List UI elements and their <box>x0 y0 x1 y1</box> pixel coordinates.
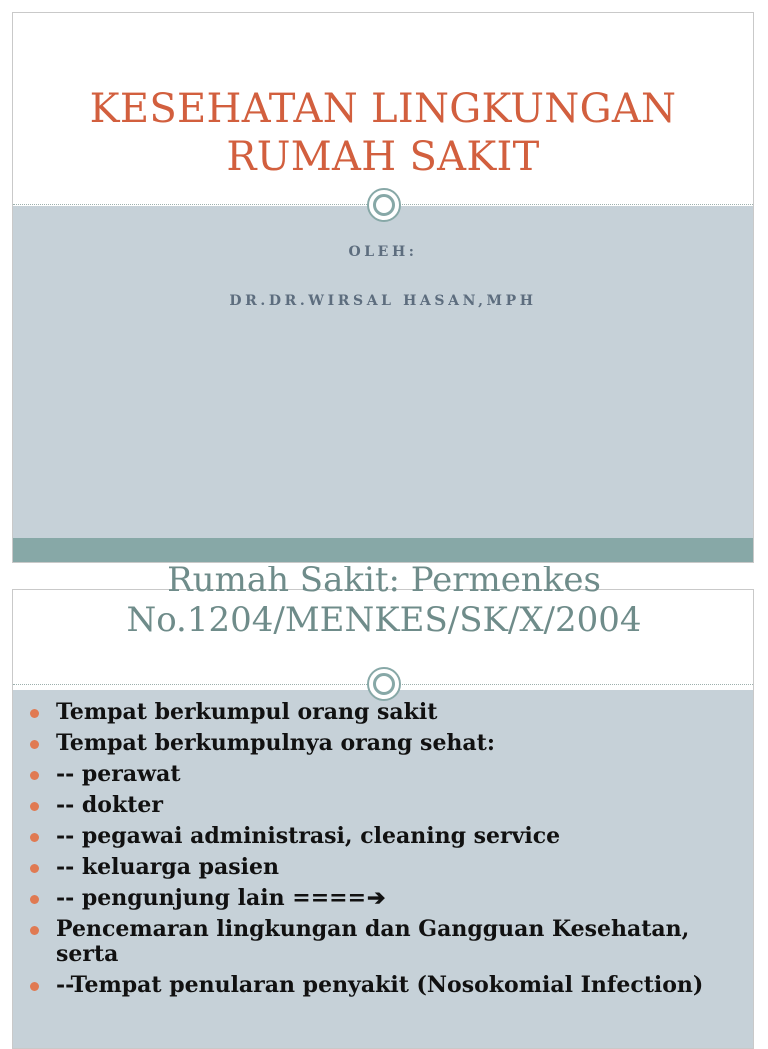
list-item: --Tempat penularan penyakit (Nosokomial Infection) <box>30 973 745 998</box>
list-item: Tempat berkumpulnya orang sehat: <box>30 731 745 756</box>
bullet-dot-icon <box>30 709 39 718</box>
ring-ornament-icon <box>367 188 401 222</box>
slide-title <box>13 85 753 181</box>
bullet-dot-icon <box>30 833 39 842</box>
bullet-list <box>30 700 745 1004</box>
list-item: -- keluarga pasien <box>30 855 745 880</box>
content-slide-title <box>0 566 768 645</box>
bullet-dot-icon <box>30 982 39 991</box>
bullet-dot-icon <box>30 895 39 904</box>
bullet-dot-icon <box>30 771 39 780</box>
title-line-1: KESEHATAN LINGKUNGAN <box>89 86 677 132</box>
bullet-dot-icon <box>30 802 39 811</box>
author-name: DR.DR.WIRSAL HASAN,MPH <box>229 293 537 309</box>
footer-bar <box>13 538 753 563</box>
list-item: -- perawat <box>30 762 745 787</box>
title-line-2: No.1204/MENKES/SK/X/2004 <box>126 600 642 640</box>
title-line-2: RUMAH SAKIT <box>226 134 540 180</box>
title-line-1: Rumah Sakit: Permenkes <box>167 566 601 596</box>
bullet-dot-icon <box>30 740 39 749</box>
list-item: Tempat berkumpul orang sakit <box>30 700 745 725</box>
by-label: OLEH: <box>348 244 418 260</box>
ring-ornament-icon <box>367 667 401 701</box>
bullet-dot-icon <box>30 926 39 935</box>
right-arrow-icon: ➔ <box>367 885 386 911</box>
title-slide <box>12 12 754 563</box>
list-item: -- pengunjung lain ====➔ <box>30 886 745 911</box>
list-item: Pencemaran lingkungan dan Gangguan Kesehatan, serta <box>30 917 745 967</box>
list-item: -- dokter <box>30 793 745 818</box>
bullet-dot-icon <box>30 864 39 873</box>
list-item: -- pegawai administrasi, cleaning service <box>30 824 745 849</box>
